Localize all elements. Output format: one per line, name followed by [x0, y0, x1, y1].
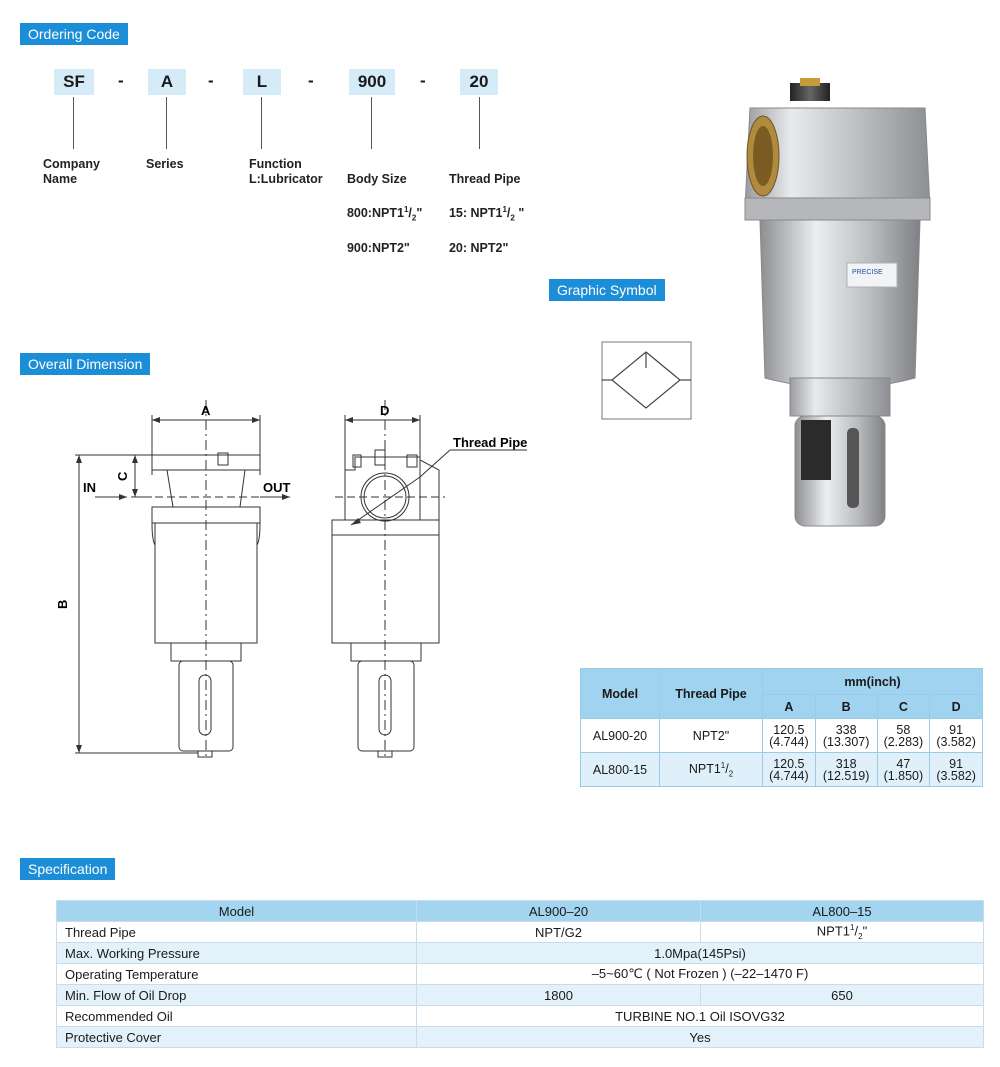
cell-c: 47 (1.850) [877, 753, 930, 787]
label-thread-pipe: Thread Pipe 15: $NPT1^1/_2$ " 20: NPT2" [448, 172, 525, 255]
row-thread: $NPT1^1/_2$ [660, 753, 763, 787]
product-image [735, 78, 945, 533]
dim-label-c: C [115, 471, 130, 481]
spec-value: NPT/G2 [417, 922, 701, 943]
spec-col-model: Model [57, 901, 417, 922]
cell-a: 120.5 (4.744) [763, 753, 816, 787]
label-out: OUT [263, 480, 291, 495]
specification-heading: Specification [20, 858, 115, 880]
table-row [581, 753, 983, 787]
code-function: L [243, 69, 281, 95]
code-dash: - [420, 71, 426, 90]
leader-line [261, 97, 262, 149]
spec-value: –5~60℃ ( Not Frozen ) (–22–1470 F) [417, 964, 984, 985]
col-model: Model [581, 669, 660, 719]
spec-value: $NPT1^1/_2$" [701, 922, 984, 943]
label-series: Series [146, 157, 184, 171]
cell-c: 58 (2.283) [877, 719, 930, 753]
cell-a: 120.5 (4.744) [763, 719, 816, 753]
col-unit: mm(inch) [763, 669, 983, 695]
product-label-text: PRECISE [852, 269, 883, 276]
col-d: D [930, 695, 983, 719]
cell-b: 338 (13.307) [815, 719, 877, 753]
label-company: Company Name [43, 157, 100, 186]
code-series: A [148, 69, 186, 95]
leader-line [73, 97, 74, 149]
label-function: Function L:Lubricator [249, 157, 323, 186]
table-row [57, 985, 984, 1006]
code-dash: - [208, 71, 214, 90]
graphic-symbol-heading: Graphic Symbol [549, 279, 665, 301]
label-body-size: Body Size $800:NPT1^1/_2$" 900:NPT2" [346, 172, 423, 255]
lubricator-symbol [600, 340, 694, 422]
thread-15: 15: NPT1 [448, 206, 503, 221]
spec-value: Yes [417, 1027, 984, 1048]
thread-20: 20: NPT2" [448, 240, 509, 255]
leader-line [479, 97, 480, 149]
col-thread: Thread Pipe [660, 669, 763, 719]
dim-label-d: D [380, 403, 390, 418]
dim-label-a: A [201, 403, 211, 418]
specification-table [56, 900, 984, 1048]
spec-label: Min. Flow of Oil Drop [57, 985, 417, 1006]
spec-col-al800: AL800–15 [701, 901, 984, 922]
spec-value: 650 [701, 985, 984, 1006]
dimension-drawing [55, 395, 545, 770]
dim-label-b: B [55, 599, 70, 609]
spec-col-al900: AL900–20 [417, 901, 701, 922]
overall-dimension-heading: Overall Dimension [20, 353, 150, 375]
spec-value: TURBINE NO.1 Oil ISOVG32 [417, 1006, 984, 1027]
table-row [57, 922, 984, 943]
row-model: AL800-15 [581, 753, 660, 787]
row-model: AL900-20 [581, 719, 660, 753]
body-size-800: 800:NPT1 [346, 206, 404, 221]
body-size-title: Body Size [346, 172, 407, 186]
label-thread-pipe: Thread Pipe [453, 435, 528, 450]
code-dash: - [308, 71, 314, 90]
cell-d: 91 (3.582) [930, 719, 983, 753]
table-row [581, 719, 983, 753]
spec-label: Max. Working Pressure [57, 943, 417, 964]
thread-title: Thread Pipe [448, 172, 521, 186]
table-row [57, 1027, 984, 1048]
code-body-size: 900 [349, 69, 395, 95]
leader-line [371, 97, 372, 149]
spec-value: 1800 [417, 985, 701, 1006]
spec-header-row [57, 901, 984, 922]
code-thread: 20 [460, 69, 498, 95]
cell-d: 91 (3.582) [930, 753, 983, 787]
dimension-table [580, 668, 983, 787]
cell-b: 318 (12.519) [815, 753, 877, 787]
label-in: IN [83, 480, 96, 495]
spec-label: Recommended Oil [57, 1006, 417, 1027]
code-dash: - [118, 71, 124, 90]
col-b: B [815, 695, 877, 719]
spec-label: Operating Temperature [57, 964, 417, 985]
body-size-900: 900:NPT2" [346, 240, 410, 255]
leader-line [166, 97, 167, 149]
code-company: SF [54, 69, 94, 95]
table-row [57, 943, 984, 964]
table-row [57, 1006, 984, 1027]
spec-label: Protective Cover [57, 1027, 417, 1048]
row-thread: NPT2" [660, 719, 763, 753]
col-a: A [763, 695, 816, 719]
spec-label: Thread Pipe [57, 922, 417, 943]
spec-value: 1.0Mpa(145Psi) [417, 943, 984, 964]
col-c: C [877, 695, 930, 719]
table-row [57, 964, 984, 985]
ordering-code-heading: Ordering Code [20, 23, 128, 45]
